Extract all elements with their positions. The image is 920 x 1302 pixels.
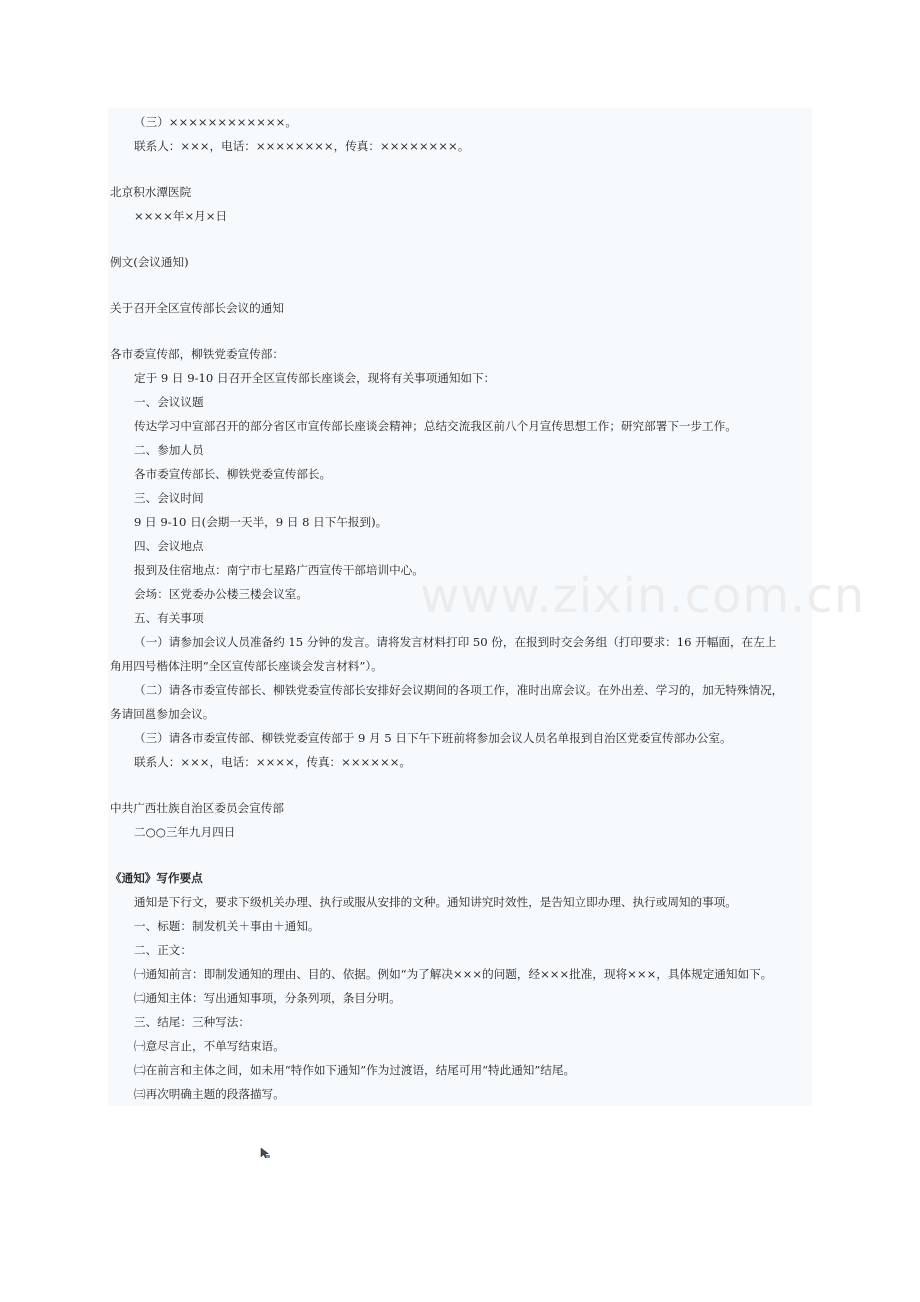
organization-name: 北京积水潭医院 xyxy=(110,185,192,199)
tips-item: 二、正文： xyxy=(134,943,192,957)
notice-title: 关于召开全区宣传部长会议的通知 xyxy=(110,301,284,315)
tips-title: 《通知》写作要点 xyxy=(110,871,203,885)
section-text-continued: 务请回邕参加会议。 xyxy=(110,707,215,721)
item-three: （三）××××××××××××。 xyxy=(134,115,297,129)
watermark: www.zixin.com.cn xyxy=(420,568,866,624)
section-text-continued: 角用四号楷体注明“全区宣传部长座谈会发言材料”）。 xyxy=(110,659,383,673)
section-text: 各市委宣传部长、柳铁党委宣传部长。 xyxy=(134,467,332,481)
document-date: ××××年×月×日 xyxy=(134,209,228,223)
section-text: （一）请参加会议人员准备约 15 分钟的发言。请将发言材料打印 50 份，在报到时交会务组（打印要求：16 开幅面，在左上 xyxy=(134,635,777,649)
tips-intro: 通知是下行文，要求下级机关办理、执行或服从安排的文种。通知讲究时效性，是告知立即办理、执行或周知的事项。 xyxy=(134,895,737,909)
section-text: 9 日 9-10 日(会期一天半，9 日 8 日下午报到)。 xyxy=(134,515,388,529)
section-heading: 二、参加人员 xyxy=(134,443,204,457)
section-text: 报到及住宿地点：南宁市七星路广西宣传干部培训中心。 xyxy=(134,563,424,577)
organization-name: 中共广西壮族自治区委员会宣传部 xyxy=(110,801,284,815)
contact-line: 联系人：×××，电话：××××，传真：××××××。 xyxy=(134,755,412,769)
tips-subitem: ㈠意尽言止，不单写结束语。 xyxy=(134,1039,285,1053)
addressee: 各市委宣传部，柳铁党委宣传部： xyxy=(110,347,284,361)
section-heading: 一、会议议题 xyxy=(134,395,204,409)
section-heading: 三、会议时间 xyxy=(134,491,204,505)
tips-item: 一、标题：制发机关＋事由＋通知。 xyxy=(134,919,320,933)
tips-subitem: ㈢再次明确主题的段落描写。 xyxy=(134,1087,285,1101)
section-heading: 四、会议地点 xyxy=(134,539,204,553)
tips-subitem: ㈡在前言和主体之间，如未用“特作如下通知”作为过渡语，结尾可用“特此通知”结尾。 xyxy=(134,1063,576,1077)
tips-subitem: ㈠通知前言：即制发通知的理由、目的、依据。例如“为了解决×××的问题，经×××批准，现将×××，具体规定通知如下。 xyxy=(134,967,773,981)
document-date: 二○○三年九月四日 xyxy=(134,825,236,839)
section-text: 传达学习中宣部召开的部分省区市宣传部长座谈会精神；总结交流我区前八个月宣传思想工作；研究部署下一步工作。 xyxy=(134,419,737,433)
tips-item: 三、结尾：三种写法： xyxy=(134,1015,250,1029)
cursor-icon xyxy=(259,1147,271,1159)
section-heading: 五、有关事项 xyxy=(134,611,204,625)
section-text: （三）请各市委宣传部、柳铁党委宣传部于 9 月 5 日下午下班前将参加会议人员名单报到自治区党委宣传部办公室。 xyxy=(134,731,732,745)
contact-line: 联系人：×××，电话：××××××××，传真：××××××××。 xyxy=(134,139,470,153)
intro-paragraph: 定于 9 日 9-10 日召开全区宣传部长座谈会，现将有关事项通知如下： xyxy=(134,371,496,385)
section-text: 会场：区党委办公楼三楼会议室。 xyxy=(134,587,308,601)
section-text: （二）请各市委宣传部长、柳铁党委宣传部长安排好会议期间的各项工作，准时出席会议。在外出差、学习的，加无特殊情况， xyxy=(134,683,784,697)
example-label: 例文(会议通知) xyxy=(110,255,189,269)
tips-subitem: ㈡通知主体：写出通知事项，分条列项，条目分明。 xyxy=(134,991,401,1005)
